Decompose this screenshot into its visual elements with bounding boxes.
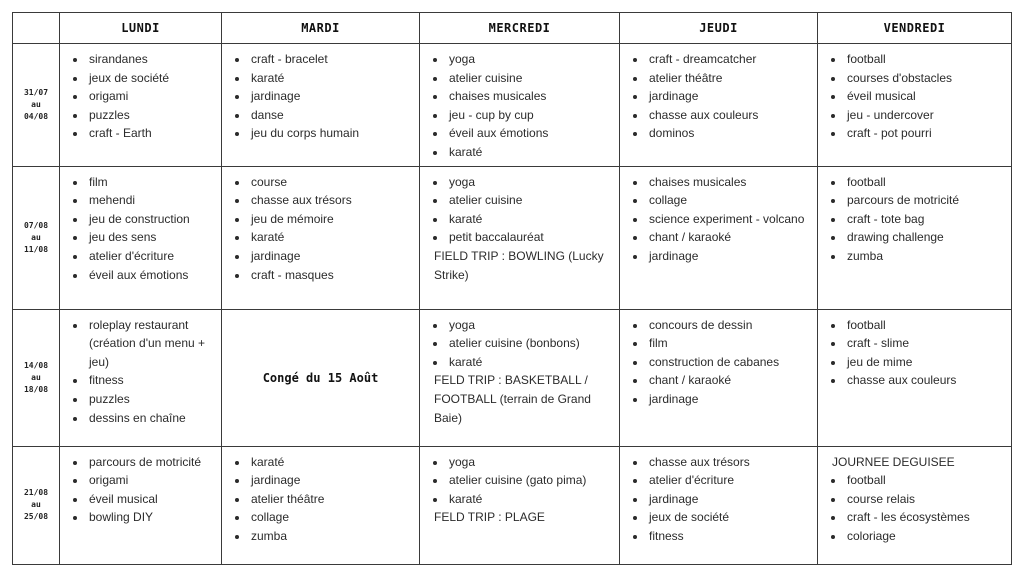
activity-item: • jardinage [647,390,811,409]
activity-list [832,50,1005,143]
activity-item: • chasse aux trésors [647,453,811,472]
week-row [13,309,1012,446]
activity-item: • jeu de mémoire [249,210,413,229]
activity-item: • film [87,173,215,192]
activity-item: • course [249,173,413,192]
activity-item: • yoga [447,453,613,472]
activity-item: • course relais [845,490,1005,509]
activity-item: • craft - slime [845,334,1005,353]
activity-item: • craft - pot pourri [845,124,1005,143]
activity-item: • craft - Earth [87,124,215,143]
activity-item: • yoga [447,316,613,335]
day-header-jeudi: JEUDI [620,13,818,44]
activity-item: • atelier d'écriture [647,471,811,490]
activity-item: • origami [87,471,215,490]
activity-cell-mardi [222,166,420,309]
corner-cell [13,13,60,44]
header-row [13,13,1012,44]
activity-item: • chasse aux trésors [249,191,413,210]
activity-list [74,50,215,143]
date-range-end: 25/08 [23,512,49,522]
activity-item: • jeux de société [87,69,215,88]
activity-item: • chant / karaoké [647,228,811,247]
activity-cell-jeudi [620,166,818,309]
special-day-note: JOURNEE DEGUISEE [832,454,955,469]
activity-item: • zumba [845,247,1005,266]
activity-item: • jeu des sens [87,228,215,247]
week-row [13,446,1012,564]
activity-item: • sirandanes [87,50,215,69]
activity-item: • chant / karaoké [647,371,811,390]
activity-item: • éveil musical [87,490,215,509]
field-trip-note: FIELD TRIP : BOWLING (Lucky Strike) [434,248,604,282]
activity-list [634,453,811,546]
activity-item: • atelier cuisine [447,69,613,88]
activity-item: • karaté [447,353,613,372]
activity-cell-jeudi [620,309,818,446]
activity-item: • jardinage [249,247,413,266]
activity-item: • fitness [87,371,215,390]
activity-item: • jardinage [647,87,811,106]
date-range-start: 14/08 [23,360,49,370]
activity-item: • karaté [447,143,613,162]
activity-list [74,453,215,527]
activity-item: • zumba [249,527,413,546]
activity-cell-vendredi [818,166,1012,309]
activity-item: • jardinage [647,247,811,266]
activity-item: • coloriage [845,527,1005,546]
activity-item: • concours de dessin [647,316,811,335]
activity-item: • petit baccalauréat [447,228,613,247]
activity-cell-lundi [60,44,222,167]
activity-item: • drawing challenge [845,228,1005,247]
activity-list [832,471,1005,545]
activity-item: • craft - les écosystèmes [845,508,1005,527]
activity-cell-vendredi [818,309,1012,446]
activity-item: • jeux de société [647,508,811,527]
activity-item: • collage [249,508,413,527]
activity-cell-lundi [60,446,222,564]
activity-cell-jeudi [620,44,818,167]
activity-item: • football [845,471,1005,490]
activity-list [634,173,811,266]
activity-item: • mehendi [87,191,215,210]
activity-item: • craft - bracelet [249,50,413,69]
activity-item: • éveil musical [845,87,1005,106]
date-range-end: 18/08 [23,384,49,394]
activity-item: • chasse aux couleurs [647,106,811,125]
activity-item: • football [845,50,1005,69]
week-date-range [13,309,60,446]
weekly-schedule-table [12,12,1012,565]
activity-item: • football [845,173,1005,192]
activity-item: • yoga [447,50,613,69]
activity-item: • craft - dreamcatcher [647,50,811,69]
activity-cell-lundi [60,166,222,309]
activity-item: • jeu de construction [87,210,215,229]
activity-item: • atelier théâtre [647,69,811,88]
activity-item: • chaises musicales [647,173,811,192]
activity-cell-lundi [60,309,222,446]
date-range-separator: au [31,99,41,109]
week-row [13,166,1012,309]
activity-item: • atelier cuisine (gato pima) [447,471,613,490]
holiday-cell-mardi [222,309,420,446]
activity-item: • fitness [647,527,811,546]
activity-item: • chasse aux couleurs [845,371,1005,390]
week-row [13,44,1012,167]
activity-item: • origami [87,87,215,106]
date-range-start: 21/08 [23,488,49,498]
activity-item: • jeu - cup by cup [447,106,613,125]
activity-list [434,173,613,247]
date-range-separator: au [31,500,41,510]
activity-item: • craft - tote bag [845,210,1005,229]
activity-item: • construction de cabanes [647,353,811,372]
activity-item: • atelier d'écriture [87,247,215,266]
activity-item: • atelier cuisine [447,191,613,210]
activity-cell-vendredi [818,44,1012,167]
activity-item: • puzzles [87,390,215,409]
activity-cell-mercredi [420,44,620,167]
activity-item: • atelier théâtre [249,490,413,509]
activity-item: • danse [249,106,413,125]
activity-cell-mercredi [420,166,620,309]
activity-item: • science experiment - volcano [647,210,811,229]
week-date-range [13,44,60,167]
holiday-label: Congé du 15 Août [262,370,379,385]
field-trip-note: FELD TRIP : BASKETBALL / FOOTBALL (terrain de Grand Baie) [434,373,591,425]
day-header-mercredi: MERCREDI [420,13,620,44]
activity-item: • dessins en chaîne [87,409,215,428]
activity-list [74,316,215,428]
activity-list [236,173,413,285]
activity-cell-jeudi [620,446,818,564]
date-range-end: 04/08 [23,111,49,121]
activity-item: • bowling DIY [87,508,215,527]
activity-item: • puzzles [87,106,215,125]
activity-item: • atelier cuisine (bonbons) [447,334,613,353]
day-header-lundi: LUNDI [60,13,222,44]
activity-item: • karaté [447,490,613,509]
activity-item: • karaté [249,453,413,472]
activity-cell-mercredi [420,446,620,564]
activity-item: • parcours de motricité [845,191,1005,210]
activity-list [236,50,413,143]
activity-cell-vendredi [818,446,1012,564]
activity-item: • jeu - undercover [845,106,1005,125]
activity-list [236,453,413,546]
activity-item: • karaté [249,69,413,88]
activity-item: • football [845,316,1005,335]
activity-item: • collage [647,191,811,210]
activity-list [634,50,811,143]
date-range-separator: au [31,372,41,382]
activity-item: • karaté [447,210,613,229]
date-range-separator: au [31,232,41,242]
activity-item: • yoga [447,173,613,192]
activity-list [434,50,613,162]
activity-item: • jeu de mime [845,353,1005,372]
activity-item: • film [647,334,811,353]
activity-item: • jardinage [249,471,413,490]
activity-list [434,453,613,509]
activity-item: • craft - masques [249,266,413,285]
activity-item: • roleplay restaurant (création d'un menu + jeu) [87,316,215,372]
activity-item: • éveil aux émotions [87,266,215,285]
day-header-mardi: MARDI [222,13,420,44]
date-range-start: 31/07 [23,87,49,97]
activity-cell-mardi [222,44,420,167]
activity-item: • éveil aux émotions [447,124,613,143]
activity-list [434,316,613,372]
activity-item: • karaté [249,228,413,247]
week-date-range [13,166,60,309]
activity-list [74,173,215,285]
date-range-start: 07/08 [23,220,49,230]
activity-cell-mardi [222,446,420,564]
week-date-range [13,446,60,564]
activity-cell-mercredi [420,309,620,446]
date-range-end: 11/08 [23,244,49,254]
activity-list [832,173,1005,266]
activity-item: • chaises musicales [447,87,613,106]
activity-item: • parcours de motricité [87,453,215,472]
activity-list [832,316,1005,390]
activity-item: • jardinage [647,490,811,509]
activity-list [634,316,811,409]
day-header-vendredi: VENDREDI [818,13,1012,44]
activity-item: • jeu du corps humain [249,124,413,143]
activity-item: • courses d'obstacles [845,69,1005,88]
field-trip-note: FELD TRIP : PLAGE [434,510,545,525]
activity-item: • dominos [647,124,811,143]
activity-item: • jardinage [249,87,413,106]
